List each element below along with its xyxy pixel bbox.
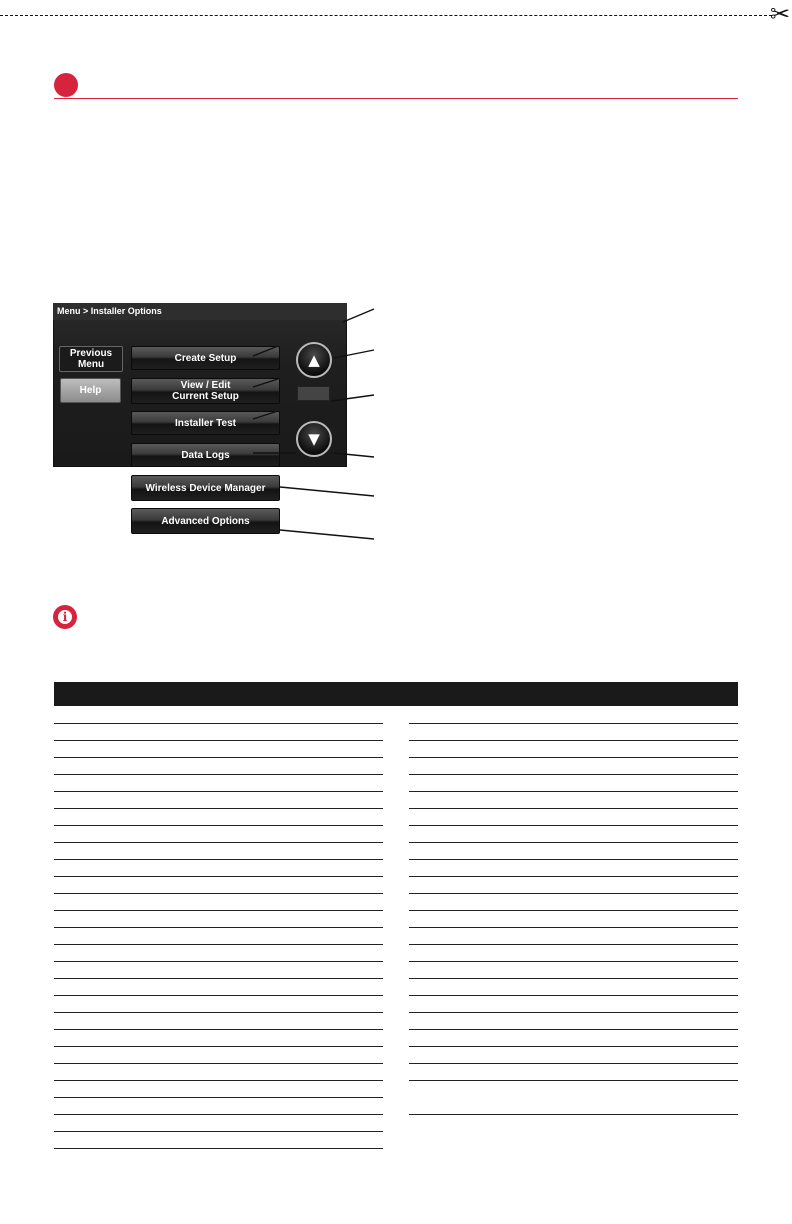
table-row-right: [409, 910, 738, 911]
callout-line-view-edit: [253, 379, 278, 387]
table-row-right: [409, 859, 738, 860]
table-row-right: [409, 978, 738, 979]
table-row-left: [54, 1029, 383, 1030]
previous-menu-label-line2: Menu: [77, 359, 105, 370]
table-row-left: [54, 1097, 383, 1098]
table-row-right: [409, 825, 738, 826]
down-arrow-icon: ▼: [308, 430, 320, 448]
up-arrow-icon: ▲: [308, 351, 320, 369]
table-row-left: [54, 927, 383, 928]
table-row-right: [409, 893, 738, 894]
info-icon: [53, 605, 77, 629]
help-label: Help: [79, 385, 102, 396]
table-row-right: [409, 808, 738, 809]
table-row-left: [54, 978, 383, 979]
table-row-right: [409, 1046, 738, 1047]
advanced-options-label: Advanced Options: [161, 515, 250, 527]
table-row-left: [54, 1114, 383, 1115]
table-row-left: [54, 1080, 383, 1081]
table-row-right: [409, 757, 738, 758]
table-row-right: [409, 1029, 738, 1030]
table-row-left: [54, 893, 383, 894]
table-row-left: [54, 876, 383, 877]
callout-line-create: [253, 346, 278, 356]
create-setup-label: Create Setup: [174, 352, 237, 364]
table-row-right: [409, 723, 738, 724]
table-row-right: [409, 1063, 738, 1064]
table-row-right: [409, 961, 738, 962]
table-row-right: [409, 1012, 738, 1013]
table-row-left: [54, 1131, 383, 1132]
table-row-left: [54, 791, 383, 792]
previous-menu-label-line1: Previous: [69, 348, 113, 359]
table-row-right: [409, 944, 738, 945]
table-row-right: [409, 927, 738, 928]
table-row-left: [54, 740, 383, 741]
table-row-right: [409, 995, 738, 996]
breadcrumb: Menu > Installer Options: [57, 306, 162, 316]
table-row-right: [409, 740, 738, 741]
table-row-left: [54, 910, 383, 911]
table-row-left: [54, 1012, 383, 1013]
table-row-right: [409, 842, 738, 843]
scissors-icon: ✂: [770, 0, 791, 28]
callout-line-breadcrumb: [343, 309, 374, 322]
table-row-left: [54, 1046, 383, 1047]
table-row-left: [54, 1148, 383, 1149]
table-row-right: [409, 791, 738, 792]
table-row-right: [409, 774, 738, 775]
table-row-left: [54, 774, 383, 775]
table-row-right: [409, 876, 738, 877]
callout-line-scroll-up: [334, 350, 374, 358]
table-row-left: [54, 825, 383, 826]
view-edit-label-line2: Current Setup: [172, 391, 239, 402]
wireless-device-manager-label: Wireless Device Manager: [145, 482, 266, 494]
installer-test-label: Installer Test: [175, 417, 236, 429]
table-row-right: [409, 1114, 738, 1115]
callout-line-installer-test: [253, 411, 278, 419]
table-header: [54, 682, 738, 706]
data-logs-label: Data Logs: [181, 449, 230, 461]
table-row-left: [54, 995, 383, 996]
info-glyph: i: [58, 610, 72, 624]
callout-line-scroll-down: [334, 453, 374, 457]
table-row-left: [54, 723, 383, 724]
callout-line-wireless: [280, 487, 374, 496]
table-row-right: [409, 1080, 738, 1081]
table-row-left: [54, 1063, 383, 1064]
table-row-left: [54, 961, 383, 962]
table-row-left: [54, 944, 383, 945]
table-row-left: [54, 842, 383, 843]
table-row-left: [54, 808, 383, 809]
callout-line-advanced: [280, 530, 374, 539]
view-edit-label-line1: View / Edit: [180, 380, 231, 391]
table-row-left: [54, 757, 383, 758]
callout-line-indicator: [331, 395, 374, 401]
table-row-left: [54, 859, 383, 860]
